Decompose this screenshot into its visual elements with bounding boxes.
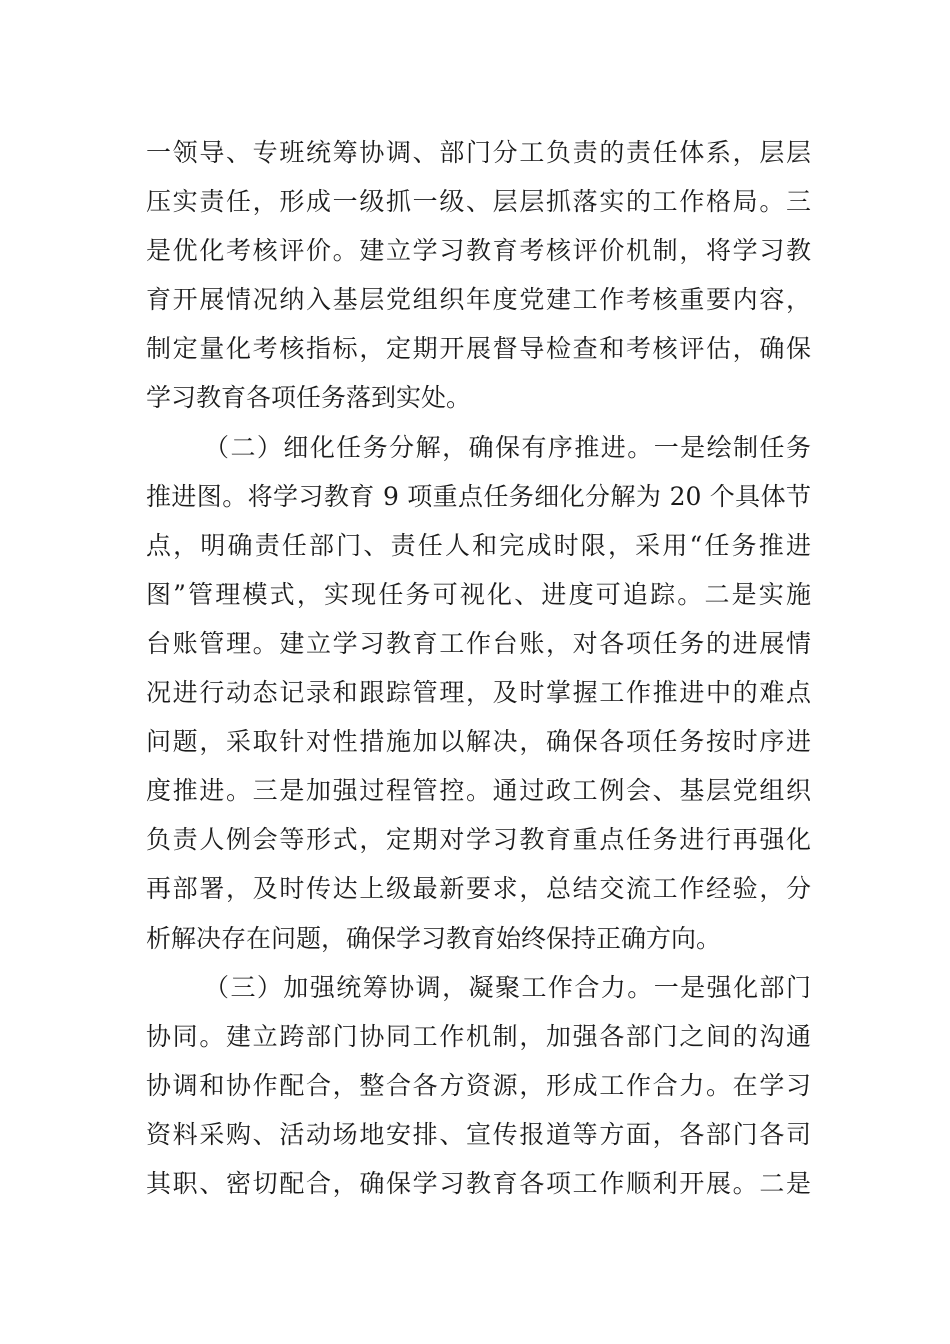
text-line: 台账管理。建立学习教育工作台账，对各项任务的进展情	[146, 628, 811, 658]
text-line: 压实责任，形成一级抓一级、层层抓落实的工作格局。三	[146, 187, 811, 217]
section-heading-line: （二）细化任务分解，确保有序推进。一是绘制任务	[204, 432, 811, 462]
text-line: 学习教育各项任务落到实处。	[146, 383, 472, 413]
section-heading-line: （三）加强统筹协调，凝聚工作合力。一是强化部门	[204, 972, 811, 1002]
text-line: 图”管理模式，实现任务可视化、进度可追踪。二是实施	[146, 579, 811, 609]
text-line: 度推进。三是加强过程管控。通过政工例会、基层党组织	[146, 776, 811, 806]
body-text	[146, 128, 811, 1208]
text-line: 再部署，及时传达上级最新要求，总结交流工作经验，分	[146, 874, 811, 904]
text-line: 资料采购、活动场地安排、宣传报道等方面，各部门各司	[146, 1119, 811, 1149]
text-line: 况进行动态记录和跟踪管理，及时掌握工作推进中的难点	[146, 678, 811, 708]
text-line: 是优化考核评价。建立学习教育考核评价机制，将学习教	[146, 236, 811, 266]
text-line: 问题，采取针对性措施加以解决，确保各项任务按时序进	[146, 727, 811, 757]
text-line: 协同。建立跨部门协同工作机制，加强各部门之间的沟通	[146, 1021, 811, 1051]
text-line: 其职、密切配合，确保学习教育各项工作顺利开展。二是	[146, 1168, 811, 1198]
text-line: 育开展情况纳入基层党组织年度党建工作考核重要内容，	[146, 285, 811, 315]
text-line: 制定量化考核指标，定期开展督导检查和考核评估，确保	[146, 334, 811, 364]
text-line: 一领导、专班统筹协调、部门分工负责的责任体系，层层	[146, 138, 811, 167]
text-line: 负责人例会等形式，定期对学习教育重点任务进行再强化	[146, 825, 811, 855]
text-line: 点，明确责任部门、责任人和完成时限，采用“任务推进	[146, 530, 811, 560]
text-line: 析解决存在问题，确保学习教育始终保持正确方向。	[146, 923, 722, 953]
text-line: 协调和协作配合，整合各方资源，形成工作合力。在学习	[146, 1070, 811, 1100]
text-line: 推进图。将学习教育 9 项重点任务细化分解为 20 个具体节	[146, 481, 811, 511]
